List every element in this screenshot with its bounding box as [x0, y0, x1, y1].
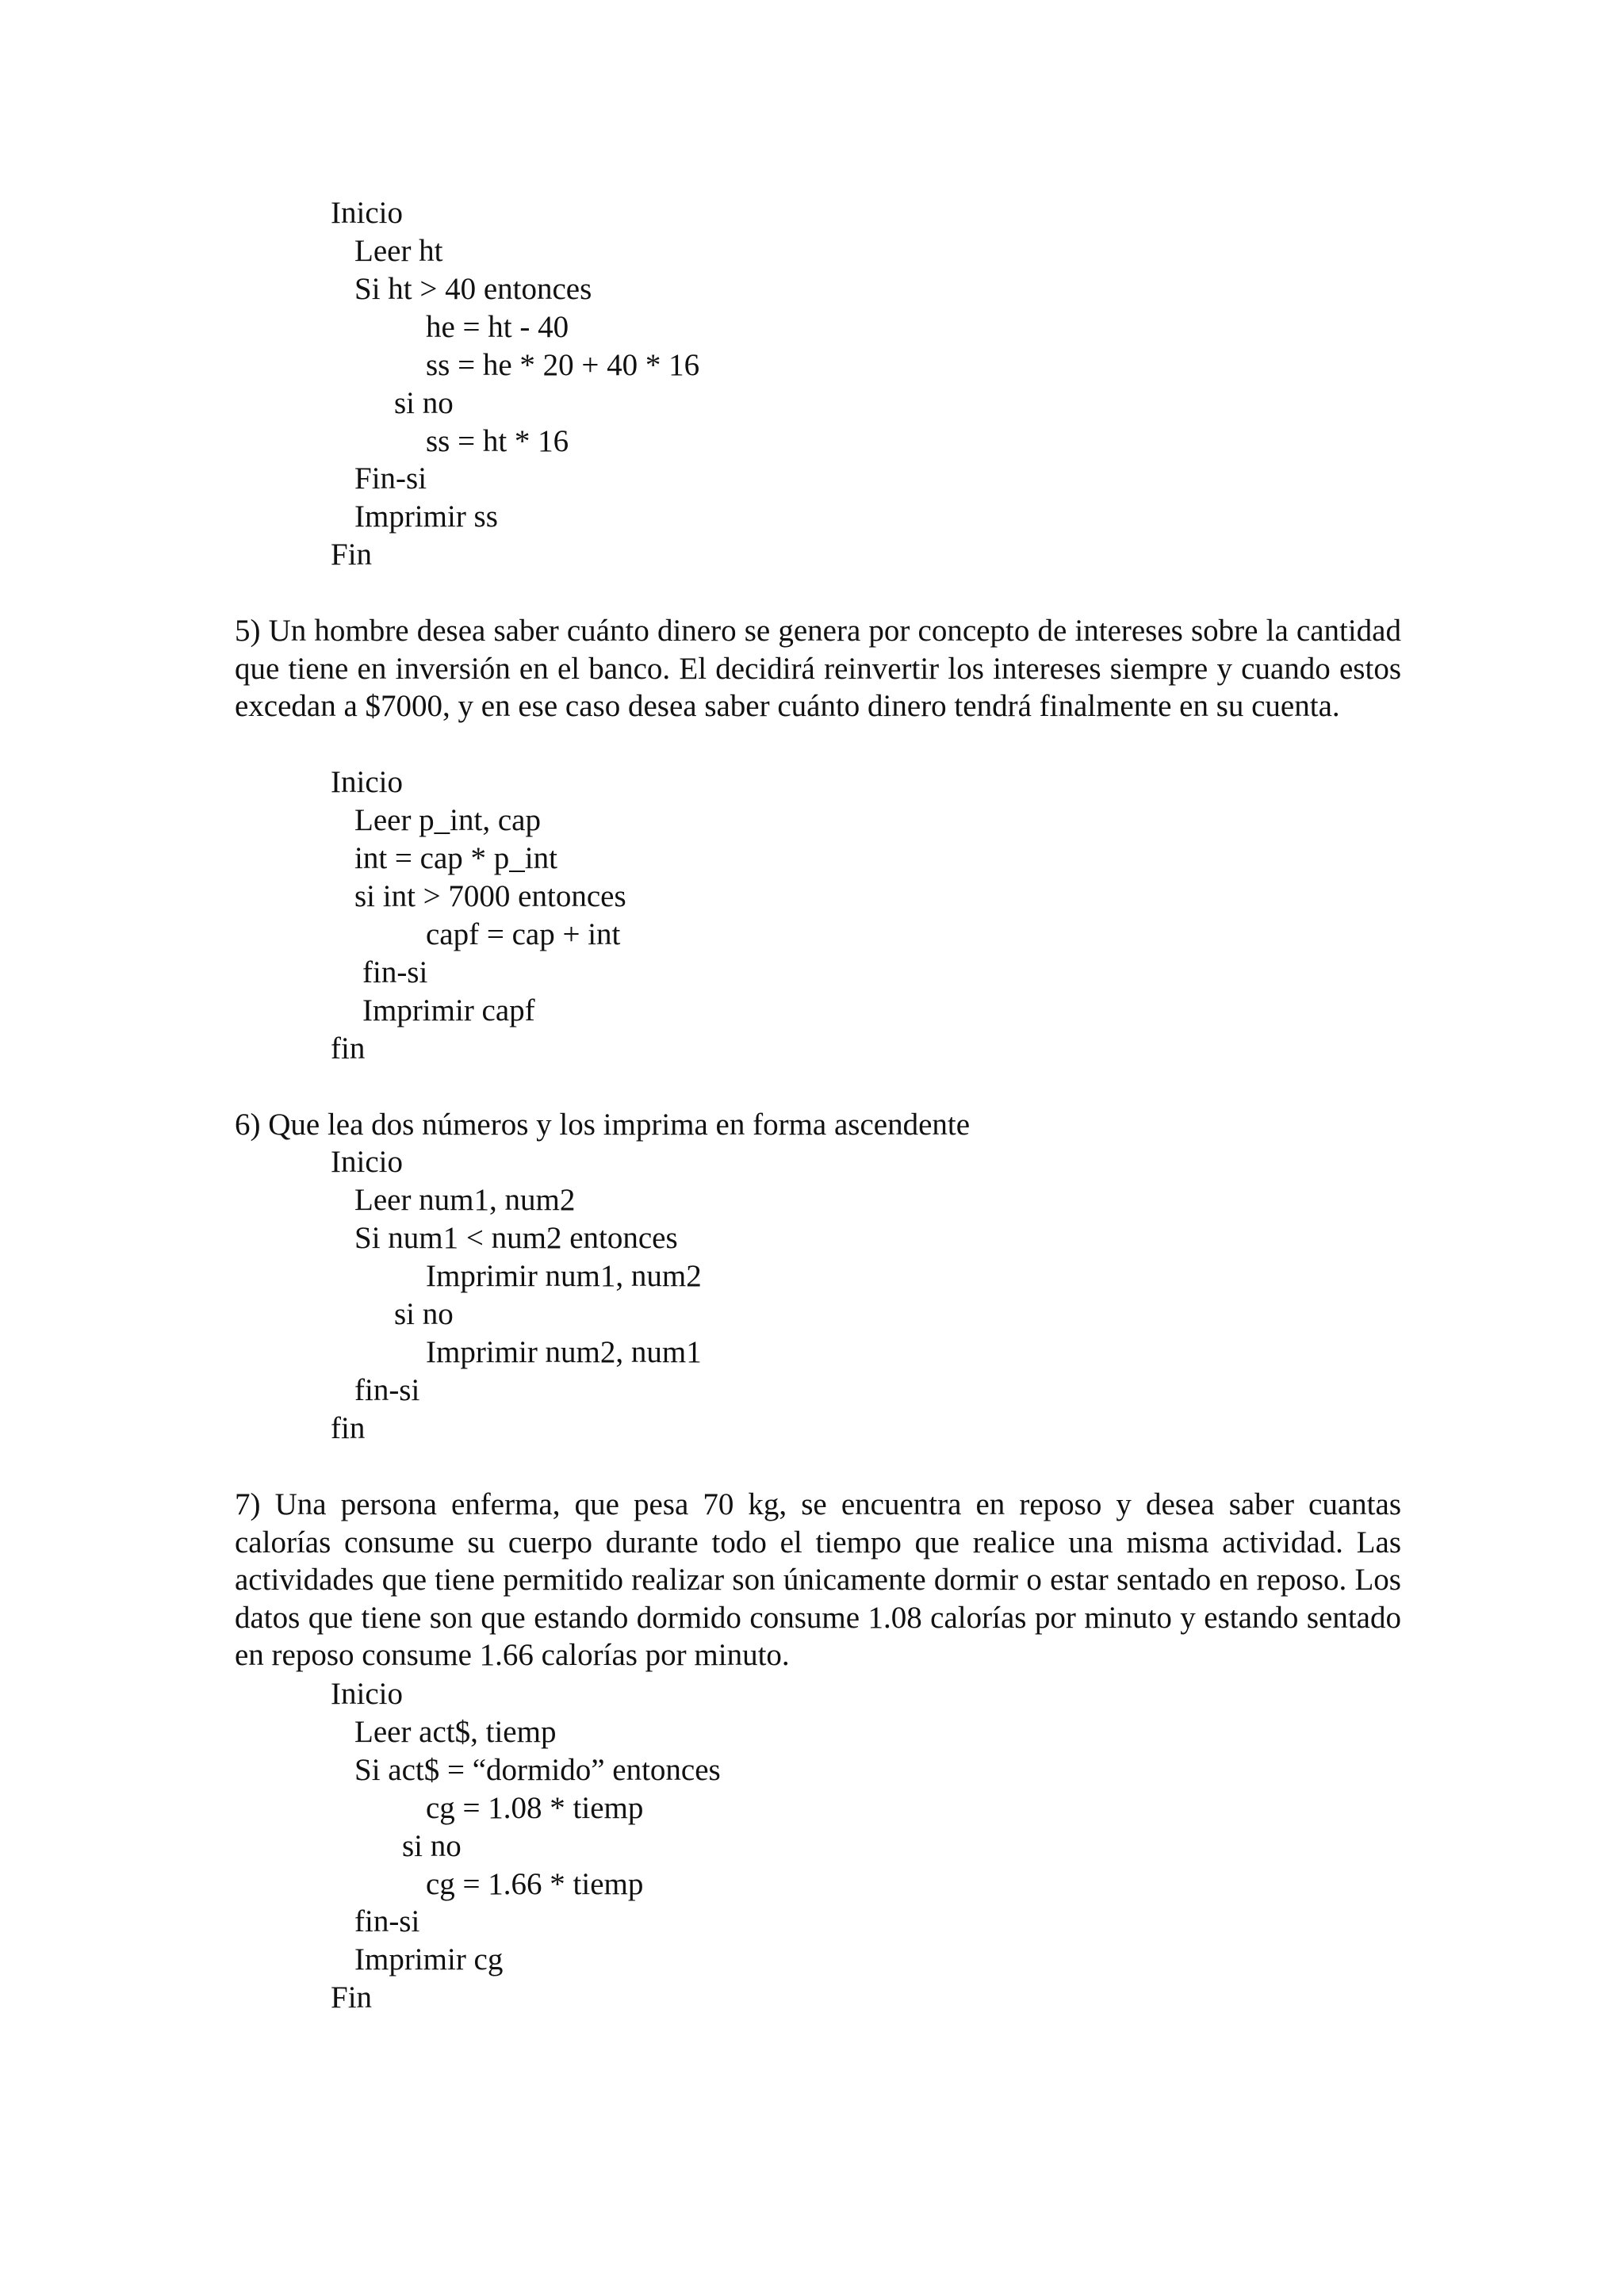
code-line: ss = ht * 16 — [426, 424, 569, 458]
code-line: si no — [402, 1829, 462, 1863]
code-line: capf = cap + int — [426, 917, 621, 951]
code-line: ss = he * 20 + 40 * 16 — [426, 348, 700, 382]
code-line: Si num1 < num2 entonces — [354, 1221, 678, 1255]
code-line: Leer act$, tiemp — [354, 1715, 557, 1749]
code-line: he = ht - 40 — [426, 310, 569, 344]
code-line: Inicio — [331, 196, 403, 230]
code-line: Fin — [331, 1980, 373, 2015]
code-line: Imprimir capf — [362, 993, 535, 1027]
code-line: Si ht > 40 entonces — [354, 272, 592, 306]
code-line: Imprimir num1, num2 — [426, 1259, 702, 1293]
problem-statement: 7) Una persona enferma, que pesa 70 kg, se encuentra en reposo y desea saber cuantas calorías consume su cuerpo durante todo el tiempo que realice una misma actividad. Las actividades que tiene permitido realizar son únicamente dormir o estar sentado en reposo. Los datos que tiene son que estando dormido consume 1.08 calorías por minuto y estando sentado en reposo consume 1.66 calorías por minuto. — [235, 1487, 1401, 1672]
code-line: fin — [331, 1031, 366, 1066]
code-line: si int > 7000 entonces — [354, 879, 626, 913]
code-line: int = cap * p_int — [354, 841, 557, 875]
code-line: fin-si — [354, 1373, 420, 1407]
code-line: si no — [394, 1297, 454, 1331]
code-line: Si act$ = “dormido” entonces — [354, 1753, 721, 1787]
code-line: Fin-si — [354, 461, 427, 496]
problem-statement: 6) Que lea dos números y los imprima en forma ascendente — [235, 1108, 971, 1142]
code-line: fin-si — [354, 1904, 420, 1938]
problem-statement: 5) Un hombre desea saber cuánto dinero se genera por concepto de intereses sobre la cantidad que tiene en inversión en el banco. El decidirá reinvertir los intereses siempre y cuando estos excedan a $7000, y en ese caso desea saber cuánto dinero tendrá finalmente en su cuenta. — [235, 614, 1401, 723]
code-line: fin — [331, 1411, 366, 1445]
code-line: Inicio — [331, 1677, 403, 1711]
code-line: Imprimir cg — [354, 1942, 504, 1976]
code-line: cg = 1.08 * tiemp — [426, 1791, 644, 1825]
code-line: Leer p_int, cap — [354, 803, 541, 837]
code-line: Leer num1, num2 — [354, 1183, 576, 1217]
code-line: si no — [394, 386, 454, 420]
code-line: Imprimir ss — [354, 499, 498, 534]
code-line: cg = 1.66 * tiemp — [426, 1867, 644, 1901]
code-line: fin-si — [362, 955, 428, 989]
code-line: Inicio — [331, 1145, 403, 1179]
code-line: Inicio — [331, 765, 403, 799]
code-line: Imprimir num2, num1 — [426, 1335, 702, 1369]
code-line: Leer ht — [354, 234, 443, 268]
code-line: Fin — [331, 538, 373, 572]
